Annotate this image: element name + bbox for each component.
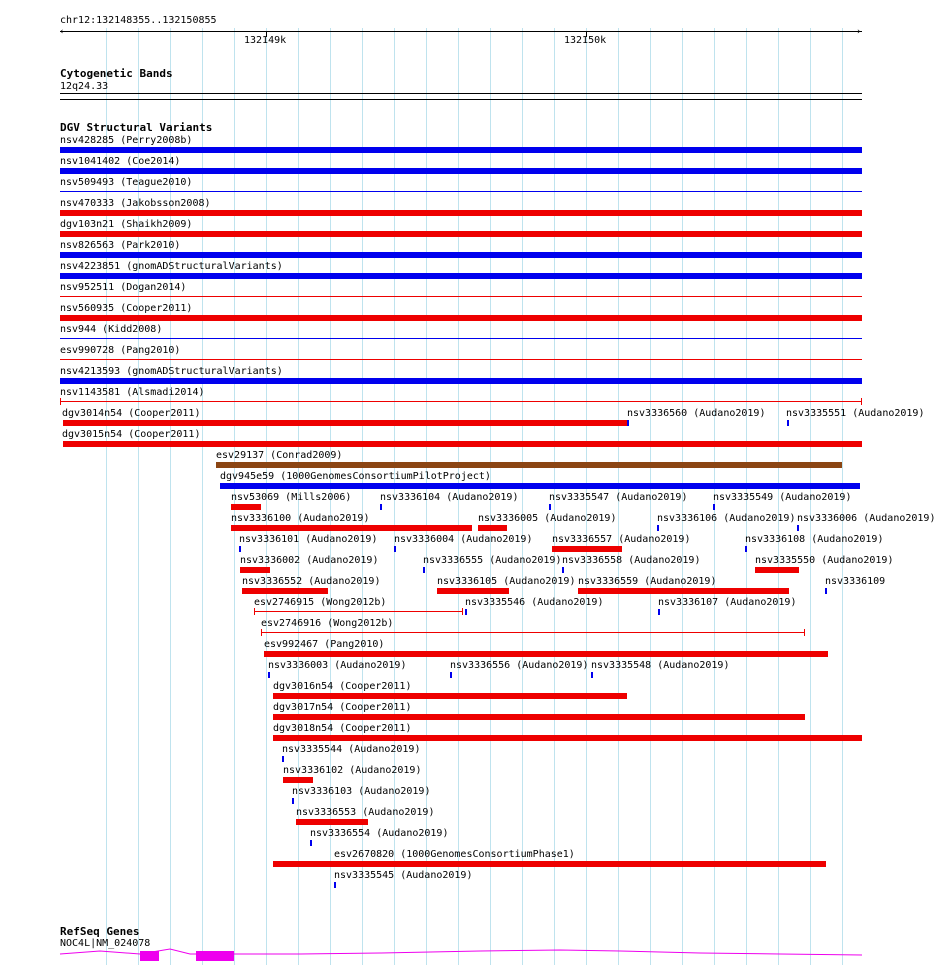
variant-bar[interactable]: [273, 735, 862, 741]
variant-label[interactable]: dgv3017n54 (Cooper2011): [273, 702, 412, 713]
variant-label[interactable]: nsv509493 (Teague2010): [60, 177, 193, 188]
variant-bar[interactable]: [380, 504, 382, 510]
variant-bar[interactable]: [60, 231, 862, 237]
ruler-tick-label: 132150k: [564, 35, 607, 46]
variant-label[interactable]: esv2746915 (Wong2012b): [254, 597, 387, 608]
variant-label[interactable]: nsv560935 (Cooper2011): [60, 303, 193, 314]
variant-bar[interactable]: [60, 359, 862, 360]
ruler-line: [60, 31, 862, 32]
variant-bar[interactable]: [825, 588, 827, 594]
variant-label[interactable]: nsv3336106 (Audano2019): [657, 513, 796, 524]
variant-bar[interactable]: [242, 588, 328, 594]
variant-label[interactable]: nsv3335544 (Audano2019): [282, 744, 421, 755]
variant-label[interactable]: nsv3336109: [825, 576, 886, 587]
variant-label[interactable]: dgv3018n54 (Cooper2011): [273, 723, 412, 734]
variant-label[interactable]: nsv952511 (Dogan2014): [60, 282, 187, 293]
variant-bar[interactable]: [60, 191, 862, 192]
variant-label[interactable]: esv29137 (Conrad2009): [216, 450, 343, 461]
variant-bar[interactable]: [713, 504, 715, 510]
variant-label[interactable]: nsv3336104 (Audano2019): [380, 492, 519, 503]
variant-bar[interactable]: [261, 632, 804, 633]
variant-bar[interactable]: [292, 798, 294, 804]
variant-bar[interactable]: [296, 819, 368, 825]
ruler-left-arrow-icon[interactable]: ‹: [59, 27, 65, 37]
variant-bar[interactable]: [60, 401, 862, 402]
variant-label[interactable]: nsv3336004 (Audano2019): [394, 534, 533, 545]
variant-label[interactable]: esv2670820 (1000GenomesConsortiumPhase1): [334, 849, 575, 860]
variant-label[interactable]: nsv3336105 (Audano2019): [437, 576, 576, 587]
variant-label[interactable]: nsv3336560 (Audano2019): [627, 408, 766, 419]
variant-bar[interactable]: [450, 672, 452, 678]
variant-label[interactable]: nsv3335546 (Audano2019): [465, 597, 604, 608]
gene-model[interactable]: [60, 946, 862, 962]
variant-label[interactable]: dgv3014n54 (Cooper2011): [62, 408, 201, 419]
variant-bar[interactable]: [578, 588, 789, 594]
variant-label[interactable]: nsv470333 (Jakobsson2008): [60, 198, 211, 209]
variant-label[interactable]: nsv3336557 (Audano2019): [552, 534, 691, 545]
variant-label[interactable]: nsv3335551 (Audano2019): [786, 408, 925, 419]
variant-bar[interactable]: [273, 861, 826, 867]
variant-label[interactable]: esv992467 (Pang2010): [264, 639, 385, 650]
variant-bar[interactable]: [239, 546, 241, 552]
variant-bar[interactable]: [394, 546, 396, 552]
variant-bar[interactable]: [478, 525, 507, 531]
variant-bar[interactable]: [60, 147, 862, 153]
variant-label[interactable]: dgv945e59 (1000GenomesConsortiumPilotProject): [220, 471, 491, 482]
variant-label[interactable]: nsv4213593 (gnomADStructuralVariants): [60, 366, 283, 377]
variant-bar[interactable]: [552, 546, 622, 552]
variant-label[interactable]: nsv1041402 (Coe2014): [60, 156, 181, 167]
variant-label[interactable]: dgv3015n54 (Cooper2011): [62, 429, 201, 440]
variant-bar[interactable]: [60, 378, 862, 384]
variant-label[interactable]: nsv3336108 (Audano2019): [745, 534, 884, 545]
variant-label[interactable]: nsv3336005 (Audano2019): [478, 513, 617, 524]
variant-label[interactable]: nsv3336554 (Audano2019): [310, 828, 449, 839]
variant-label[interactable]: esv2746916 (Wong2012b): [261, 618, 394, 629]
variant-bar[interactable]: [549, 504, 551, 510]
variant-label[interactable]: dgv103n21 (Shaikh2009): [60, 219, 193, 230]
variant-label[interactable]: nsv3336552 (Audano2019): [242, 576, 381, 587]
variant-label[interactable]: nsv3336103 (Audano2019): [292, 786, 431, 797]
variant-label[interactable]: nsv3336555 (Audano2019): [423, 555, 562, 566]
variant-bar[interactable]: [282, 756, 284, 762]
variant-bar[interactable]: [60, 210, 862, 216]
variant-label[interactable]: nsv3336002 (Audano2019): [240, 555, 379, 566]
track-title: RefSeq Genes: [60, 925, 140, 938]
variant-bar[interactable]: [60, 273, 862, 279]
variant-bar[interactable]: [591, 672, 593, 678]
variant-bar[interactable]: [63, 441, 862, 447]
variant-label[interactable]: nsv4223851 (gnomADStructuralVariants): [60, 261, 283, 272]
variant-bar[interactable]: [283, 777, 313, 783]
variant-label[interactable]: nsv3335550 (Audano2019): [755, 555, 894, 566]
variant-label[interactable]: nsv3336556 (Audano2019): [450, 660, 589, 671]
variant-label[interactable]: nsv3336553 (Audano2019): [296, 807, 435, 818]
variant-bar[interactable]: [240, 567, 270, 573]
track-title: DGV Structural Variants: [60, 121, 213, 134]
variant-label[interactable]: nsv944 (Kidd2008): [60, 324, 163, 335]
variant-label[interactable]: dgv3016n54 (Cooper2011): [273, 681, 412, 692]
track-title: Cytogenetic Bands: [60, 67, 173, 80]
variant-label[interactable]: nsv3336558 (Audano2019): [562, 555, 701, 566]
variant-bar[interactable]: [60, 338, 862, 339]
variant-label[interactable]: nsv826563 (Park2010): [60, 240, 181, 251]
variant-bar[interactable]: [60, 168, 862, 174]
variant-bar[interactable]: [273, 714, 805, 720]
variant-bar[interactable]: [658, 609, 660, 615]
variant-label[interactable]: nsv3336006 (Audano2019): [797, 513, 935, 524]
variant-bar[interactable]: [60, 315, 862, 321]
variant-label[interactable]: nsv428285 (Perry2008b): [60, 135, 193, 146]
variant-bar[interactable]: [273, 693, 627, 699]
variant-bar[interactable]: [264, 651, 828, 657]
variant-bar[interactable]: [216, 462, 842, 468]
ruler-right-arrow-icon[interactable]: ›: [856, 27, 862, 37]
variant-label[interactable]: nsv3336101 (Audano2019): [239, 534, 378, 545]
variant-label[interactable]: nsv3335548 (Audano2019): [591, 660, 730, 671]
variant-bar[interactable]: [627, 420, 629, 426]
variant-bar[interactable]: [254, 611, 462, 612]
variant-bar[interactable]: [231, 504, 261, 510]
variant-label[interactable]: nsv3336107 (Audano2019): [658, 597, 797, 608]
variant-label[interactable]: esv990728 (Pang2010): [60, 345, 181, 356]
variant-label[interactable]: nsv3335545 (Audano2019): [334, 870, 473, 881]
cytoband-label[interactable]: 12q24.33: [60, 81, 109, 92]
variant-bar[interactable]: [797, 525, 799, 531]
variant-bar[interactable]: [334, 882, 336, 888]
ruler-tick-label: 132149k: [244, 35, 287, 46]
variant-bar[interactable]: [60, 252, 862, 258]
variant-label[interactable]: nsv3336559 (Audano2019): [578, 576, 717, 587]
variant-label[interactable]: nsv3335547 (Audano2019): [549, 492, 688, 503]
variant-label[interactable]: nsv3336003 (Audano2019): [268, 660, 407, 671]
variant-bar[interactable]: [60, 296, 862, 297]
variant-bar[interactable]: [787, 420, 789, 426]
variant-bar[interactable]: [755, 567, 799, 573]
variant-bar[interactable]: [465, 609, 467, 615]
variant-label[interactable]: nsv53069 (Mills2006): [231, 492, 352, 503]
location-label: chr12:132148355..132150855: [60, 15, 217, 26]
variant-label[interactable]: nsv3336102 (Audano2019): [283, 765, 422, 776]
variant-label[interactable]: nsv3336100 (Audano2019): [231, 513, 370, 524]
gene-label[interactable]: NOC4L|NM_024078: [60, 938, 151, 949]
variant-bar[interactable]: [745, 546, 747, 552]
variant-label[interactable]: nsv3335549 (Audano2019): [713, 492, 852, 503]
variant-label[interactable]: nsv1143581 (Alsmadi2014): [60, 387, 205, 398]
variant-bar[interactable]: [423, 567, 425, 573]
variant-bar[interactable]: [310, 840, 312, 846]
variant-bar[interactable]: [220, 483, 860, 489]
variant-bar[interactable]: [437, 588, 509, 594]
variant-bar[interactable]: [657, 525, 659, 531]
variant-bar[interactable]: [63, 420, 627, 426]
variant-bar[interactable]: [231, 525, 472, 531]
variant-bar[interactable]: [562, 567, 564, 573]
variant-bar[interactable]: [268, 672, 270, 678]
